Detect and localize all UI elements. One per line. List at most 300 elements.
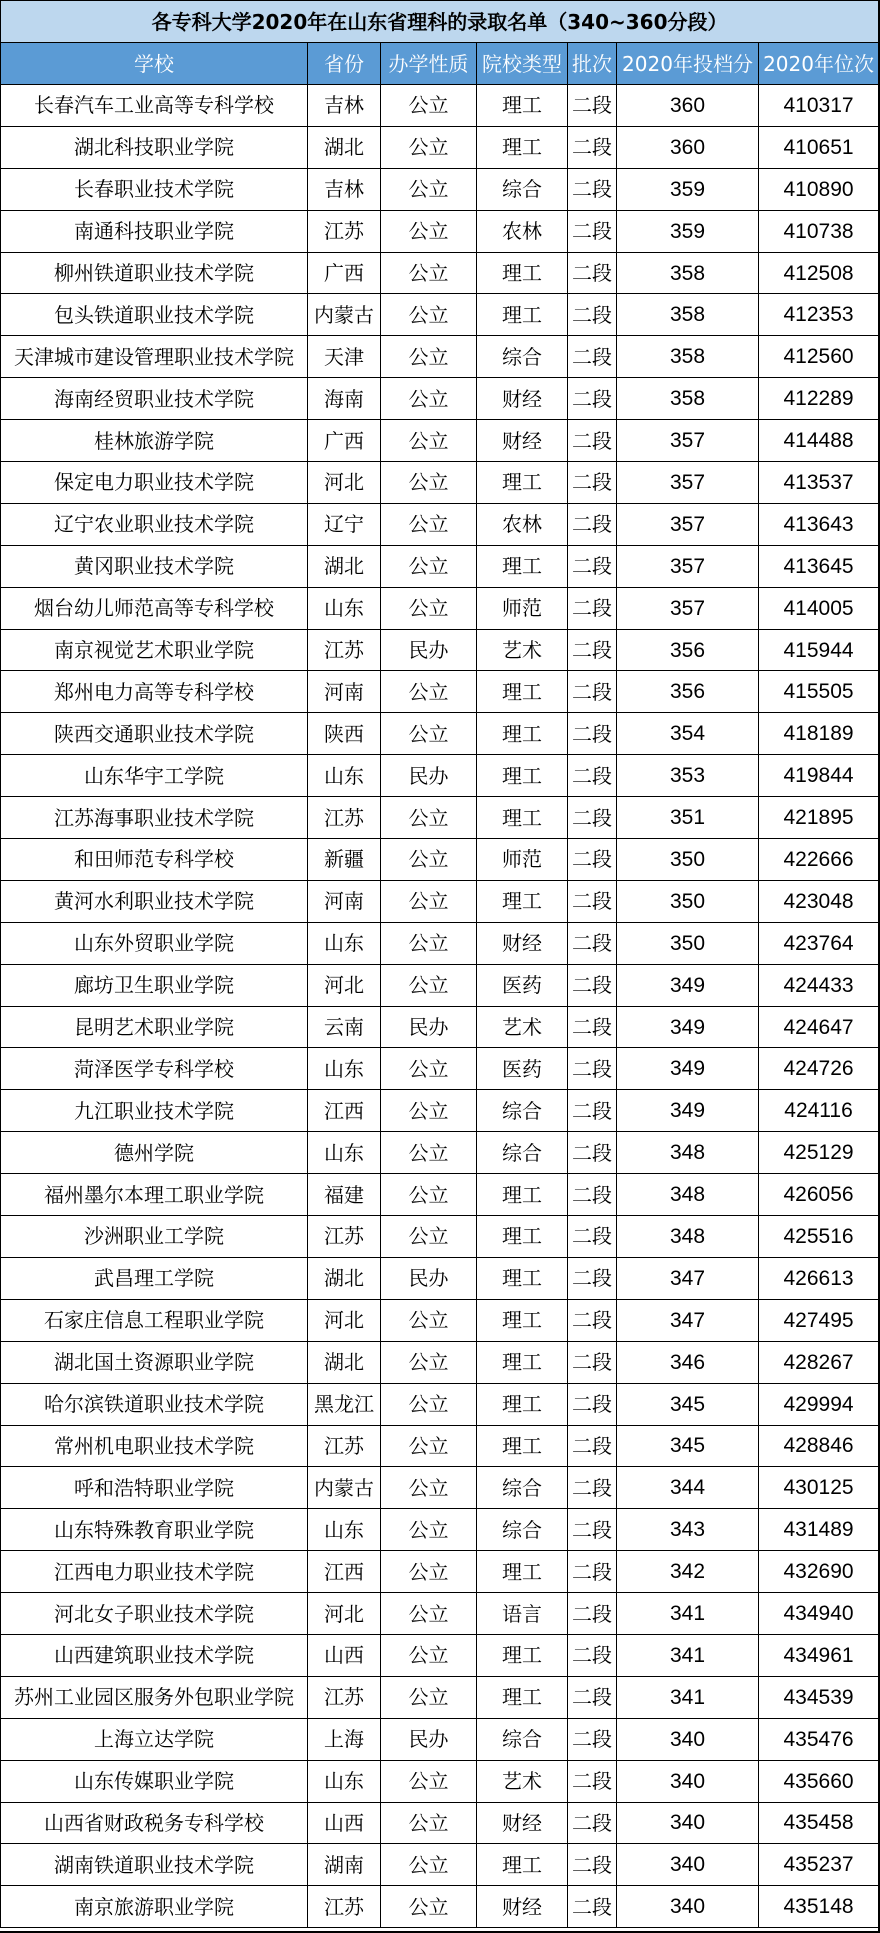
table-row [1,168,879,210]
table-row [1,1593,879,1635]
cell-province: 河北 [308,462,381,504]
cell-school: 山东特殊教育职业学院 [1,1509,308,1551]
cell-type: 理工 [477,797,568,839]
cell-rank: 424116 [759,1090,879,1132]
cell-batch: 二段 [568,378,617,420]
cell-province: 吉林 [308,85,381,127]
cell-type: 理工 [477,252,568,294]
cell-batch: 二段 [568,755,617,797]
cell-nature: 公立 [381,1383,477,1425]
cell-nature: 公立 [381,1844,477,1886]
header-score: 2020年投档分 [617,43,759,85]
cell-nature: 民办 [381,629,477,671]
cell-batch: 二段 [568,671,617,713]
table-row [1,85,879,127]
cell-nature: 民办 [381,1257,477,1299]
cell-batch: 二段 [568,1383,617,1425]
cell-batch: 二段 [568,1132,617,1174]
table-row [1,503,879,545]
cell-province: 海南 [308,378,381,420]
table-row [1,1383,879,1425]
cell-rank: 427495 [759,1299,879,1341]
cell-province: 天津 [308,336,381,378]
cell-school: 廊坊卫生职业学院 [1,964,308,1006]
cell-rank: 424433 [759,964,879,1006]
cell-nature: 公立 [381,1593,477,1635]
cell-rank: 415505 [759,671,879,713]
cell-score: 354 [617,713,759,755]
table-row [1,1341,879,1383]
cell-rank: 410317 [759,85,879,127]
cell-rank: 434961 [759,1634,879,1676]
cell-rank: 410890 [759,168,879,210]
cell-batch: 二段 [568,1718,617,1760]
cell-type: 理工 [477,1634,568,1676]
table-row [1,1760,879,1802]
cell-score: 347 [617,1299,759,1341]
cell-school: 陕西交通职业技术学院 [1,713,308,755]
cell-batch: 二段 [568,713,617,755]
cell-nature: 民办 [381,1006,477,1048]
cell-batch: 二段 [568,1174,617,1216]
header-school: 学校 [1,43,308,85]
cell-type: 语言 [477,1593,568,1635]
cell-score: 340 [617,1760,759,1802]
cell-school: 福州墨尔本理工职业学院 [1,1174,308,1216]
cell-type: 师范 [477,839,568,881]
cell-batch: 二段 [568,1802,617,1844]
cell-school: 湖南铁道职业技术学院 [1,1844,308,1886]
cell-school: 天津城市建设管理职业技术学院 [1,336,308,378]
cell-nature: 公立 [381,1174,477,1216]
table-row [1,839,879,881]
cell-score: 350 [617,922,759,964]
cell-province: 山东 [308,922,381,964]
cell-type: 理工 [477,1425,568,1467]
table-row [1,1676,879,1718]
table-row [1,1257,879,1299]
cell-type: 财经 [477,1802,568,1844]
cell-score: 341 [617,1634,759,1676]
cell-type: 师范 [477,587,568,629]
cell-nature: 公立 [381,1760,477,1802]
cell-nature: 公立 [381,1216,477,1258]
cell-type: 综合 [477,1467,568,1509]
cell-rank: 435458 [759,1802,879,1844]
cell-rank: 410738 [759,210,879,252]
cell-batch: 二段 [568,1257,617,1299]
cell-score: 342 [617,1551,759,1593]
cell-nature: 公立 [381,1509,477,1551]
cell-type: 理工 [477,1341,568,1383]
cell-province: 吉林 [308,168,381,210]
cell-score: 349 [617,1090,759,1132]
cell-score: 350 [617,880,759,922]
cell-nature: 公立 [381,839,477,881]
cell-type: 理工 [477,1383,568,1425]
cell-nature: 公立 [381,503,477,545]
table-row [1,671,879,713]
cell-score: 348 [617,1132,759,1174]
cell-school: 和田师范专科学校 [1,839,308,881]
cell-province: 湖南 [308,1844,381,1886]
cell-score: 357 [617,587,759,629]
header-province: 省份 [308,43,381,85]
table-row [1,378,879,420]
cell-school: 德州学院 [1,1132,308,1174]
cell-nature: 公立 [381,85,477,127]
cell-rank: 426613 [759,1257,879,1299]
cell-school: 上海立达学院 [1,1718,308,1760]
cell-school: 长春汽车工业高等专科学校 [1,85,308,127]
cell-type: 综合 [477,336,568,378]
cell-type: 理工 [477,755,568,797]
cell-type: 理工 [477,1299,568,1341]
cell-batch: 二段 [568,880,617,922]
cell-score: 359 [617,210,759,252]
cell-nature: 公立 [381,252,477,294]
cell-batch: 二段 [568,545,617,587]
cell-rank: 412508 [759,252,879,294]
cell-type: 艺术 [477,1760,568,1802]
cell-school: 湖北科技职业学院 [1,126,308,168]
cell-province: 新疆 [308,839,381,881]
cell-score: 346 [617,1341,759,1383]
cell-province: 山东 [308,1132,381,1174]
cell-batch: 二段 [568,1006,617,1048]
cell-rank: 419844 [759,755,879,797]
cell-school: 呼和浩特职业学院 [1,1467,308,1509]
table-row [1,420,879,462]
cell-type: 农林 [477,503,568,545]
cell-province: 黑龙江 [308,1383,381,1425]
cell-score: 357 [617,545,759,587]
cell-school: 山东传媒职业学院 [1,1760,308,1802]
cell-school: 黄河水利职业技术学院 [1,880,308,922]
cell-score: 353 [617,755,759,797]
cell-school: 柳州铁道职业技术学院 [1,252,308,294]
cell-type: 理工 [477,1257,568,1299]
table-row [1,1048,879,1090]
cell-province: 广西 [308,252,381,294]
cell-school: 辽宁农业职业技术学院 [1,503,308,545]
cell-batch: 二段 [568,210,617,252]
cell-nature: 公立 [381,713,477,755]
table-row [1,1844,879,1886]
cell-batch: 二段 [568,1509,617,1551]
cell-school: 沙洲职业工学院 [1,1216,308,1258]
cell-rank: 426056 [759,1174,879,1216]
cell-province: 江苏 [308,629,381,671]
cell-rank: 410651 [759,126,879,168]
table-row [1,713,879,755]
table-row [1,797,879,839]
cell-rank: 430125 [759,1467,879,1509]
cell-nature: 公立 [381,210,477,252]
cell-rank: 413643 [759,503,879,545]
cell-rank: 435237 [759,1844,879,1886]
table-row [1,1718,879,1760]
table-row [1,1132,879,1174]
cell-score: 356 [617,671,759,713]
cell-score: 358 [617,378,759,420]
cell-score: 340 [617,1718,759,1760]
cell-nature: 公立 [381,1090,477,1132]
cell-nature: 公立 [381,462,477,504]
cell-score: 358 [617,336,759,378]
cell-score: 360 [617,85,759,127]
cell-score: 340 [617,1802,759,1844]
cell-type: 理工 [477,671,568,713]
cell-score: 350 [617,839,759,881]
cell-score: 340 [617,1844,759,1886]
cell-batch: 二段 [568,629,617,671]
cell-nature: 公立 [381,880,477,922]
cell-batch: 二段 [568,1341,617,1383]
cell-province: 辽宁 [308,503,381,545]
cell-batch: 二段 [568,85,617,127]
cell-score: 360 [617,126,759,168]
cell-type: 综合 [477,1509,568,1551]
cell-batch: 二段 [568,294,617,336]
cell-nature: 公立 [381,1299,477,1341]
cell-score: 341 [617,1593,759,1635]
table-row [1,1551,879,1593]
cell-province: 江苏 [308,1886,381,1928]
cell-province: 江苏 [308,1216,381,1258]
cell-score: 343 [617,1509,759,1551]
cell-school: 河北女子职业技术学院 [1,1593,308,1635]
cell-nature: 公立 [381,126,477,168]
cell-nature: 公立 [381,168,477,210]
cell-type: 理工 [477,1174,568,1216]
cell-school: 山东华宇工学院 [1,755,308,797]
table-row [1,1425,879,1467]
cell-province: 陕西 [308,713,381,755]
cell-score: 349 [617,964,759,1006]
cell-rank: 422666 [759,839,879,881]
cell-batch: 二段 [568,1676,617,1718]
table-row [1,1216,879,1258]
cell-batch: 二段 [568,1048,617,1090]
header-type: 院校类型 [477,43,568,85]
cell-province: 江西 [308,1090,381,1132]
cell-rank: 414488 [759,420,879,462]
table-row [1,629,879,671]
cell-rank: 424647 [759,1006,879,1048]
cell-type: 理工 [477,1551,568,1593]
cell-type: 医药 [477,1048,568,1090]
cell-province: 山东 [308,1760,381,1802]
cell-province: 山东 [308,755,381,797]
cell-school: 南京视觉艺术职业学院 [1,629,308,671]
cell-rank: 423048 [759,880,879,922]
cell-province: 湖北 [308,1257,381,1299]
cell-province: 上海 [308,1718,381,1760]
cell-score: 357 [617,462,759,504]
cell-rank: 425516 [759,1216,879,1258]
cell-type: 艺术 [477,629,568,671]
cell-rank: 435660 [759,1760,879,1802]
table-row [1,252,879,294]
cell-type: 财经 [477,922,568,964]
cell-batch: 二段 [568,1425,617,1467]
cell-province: 山西 [308,1634,381,1676]
cell-school: 湖北国土资源职业学院 [1,1341,308,1383]
table-row [1,587,879,629]
table-row [1,336,879,378]
table-row [1,1509,879,1551]
cell-province: 广西 [308,420,381,462]
cell-province: 河南 [308,880,381,922]
cell-type: 理工 [477,462,568,504]
cell-batch: 二段 [568,1844,617,1886]
cell-batch: 二段 [568,420,617,462]
cell-rank: 414005 [759,587,879,629]
cell-province: 山东 [308,1048,381,1090]
cell-rank: 435148 [759,1886,879,1928]
table-row [1,1467,879,1509]
cell-province: 山东 [308,1509,381,1551]
cell-type: 理工 [477,1844,568,1886]
cell-school: 哈尔滨铁道职业技术学院 [1,1383,308,1425]
cell-school: 烟台幼儿师范高等专科学校 [1,587,308,629]
cell-type: 财经 [477,378,568,420]
cell-nature: 公立 [381,1467,477,1509]
cell-nature: 公立 [381,1341,477,1383]
cell-rank: 432690 [759,1551,879,1593]
cell-score: 344 [617,1467,759,1509]
cell-type: 理工 [477,880,568,922]
cell-score: 341 [617,1676,759,1718]
cell-batch: 二段 [568,1886,617,1928]
cell-batch: 二段 [568,1551,617,1593]
cell-score: 358 [617,252,759,294]
cell-province: 河北 [308,1593,381,1635]
cell-province: 云南 [308,1006,381,1048]
cell-province: 河南 [308,671,381,713]
cell-province: 内蒙古 [308,1467,381,1509]
cell-school: 江西电力职业技术学院 [1,1551,308,1593]
cell-score: 340 [617,1886,759,1928]
cell-batch: 二段 [568,462,617,504]
cell-type: 综合 [477,1090,568,1132]
cell-type: 理工 [477,713,568,755]
cell-batch: 二段 [568,336,617,378]
cell-province: 河北 [308,964,381,1006]
cell-nature: 公立 [381,294,477,336]
cell-rank: 434940 [759,1593,879,1635]
cell-nature: 公立 [381,378,477,420]
table-title: 各专科大学2020年在山东省理科的录取名单（340~360分段） [1,1,879,43]
cell-batch: 二段 [568,1216,617,1258]
cell-type: 综合 [477,1718,568,1760]
cell-type: 理工 [477,1676,568,1718]
cell-school: 山东外贸职业学院 [1,922,308,964]
cell-rank: 423764 [759,922,879,964]
cell-nature: 民办 [381,1718,477,1760]
cell-score: 345 [617,1425,759,1467]
cell-score: 345 [617,1383,759,1425]
table-row [1,126,879,168]
cell-school: 山西省财政税务专科学校 [1,1802,308,1844]
cell-score: 357 [617,503,759,545]
table-row [1,1006,879,1048]
cell-province: 江西 [308,1551,381,1593]
cell-rank: 434539 [759,1676,879,1718]
table-row [1,922,879,964]
table-row [1,1886,879,1928]
cell-score: 356 [617,629,759,671]
cell-school: 保定电力职业技术学院 [1,462,308,504]
cell-batch: 二段 [568,1090,617,1132]
cell-type: 综合 [477,1132,568,1174]
cell-type: 财经 [477,420,568,462]
table-row [1,1299,879,1341]
cell-rank: 431489 [759,1509,879,1551]
table-row [1,1090,879,1132]
cell-province: 江苏 [308,1676,381,1718]
cell-score: 351 [617,797,759,839]
cell-rank: 413645 [759,545,879,587]
cell-batch: 二段 [568,922,617,964]
cell-rank: 415944 [759,629,879,671]
table-row [1,294,879,336]
cell-rank: 428846 [759,1425,879,1467]
cell-rank: 418189 [759,713,879,755]
cell-school: 常州机电职业技术学院 [1,1425,308,1467]
cell-province: 福建 [308,1174,381,1216]
cell-nature: 公立 [381,922,477,964]
cell-rank: 413537 [759,462,879,504]
cell-score: 357 [617,420,759,462]
cell-school: 南京旅游职业学院 [1,1886,308,1928]
cell-school: 海南经贸职业技术学院 [1,378,308,420]
cell-batch: 二段 [568,587,617,629]
cell-nature: 公立 [381,1676,477,1718]
cell-school: 九江职业技术学院 [1,1090,308,1132]
cell-score: 348 [617,1174,759,1216]
cell-rank: 435476 [759,1718,879,1760]
header-batch: 批次 [568,43,617,85]
cell-rank: 412353 [759,294,879,336]
cell-school: 苏州工业园区服务外包职业学院 [1,1676,308,1718]
cell-nature: 公立 [381,1132,477,1174]
cell-batch: 二段 [568,1760,617,1802]
cell-batch: 二段 [568,503,617,545]
cell-nature: 公立 [381,671,477,713]
cell-type: 医药 [477,964,568,1006]
cell-province: 河北 [308,1299,381,1341]
cell-nature: 民办 [381,755,477,797]
cell-school: 菏泽医学专科学校 [1,1048,308,1090]
cell-school: 桂林旅游学院 [1,420,308,462]
table-row [1,755,879,797]
cell-school: 黄冈职业技术学院 [1,545,308,587]
cell-batch: 二段 [568,797,617,839]
cell-batch: 二段 [568,1299,617,1341]
cell-rank: 412289 [759,378,879,420]
cell-nature: 公立 [381,1551,477,1593]
cell-school: 南通科技职业学院 [1,210,308,252]
cell-nature: 公立 [381,1048,477,1090]
cell-score: 349 [617,1048,759,1090]
table-row [1,1634,879,1676]
table-row [1,880,879,922]
cell-school: 武昌理工学院 [1,1257,308,1299]
cell-rank: 424726 [759,1048,879,1090]
header-rank: 2020年位次 [759,43,879,85]
